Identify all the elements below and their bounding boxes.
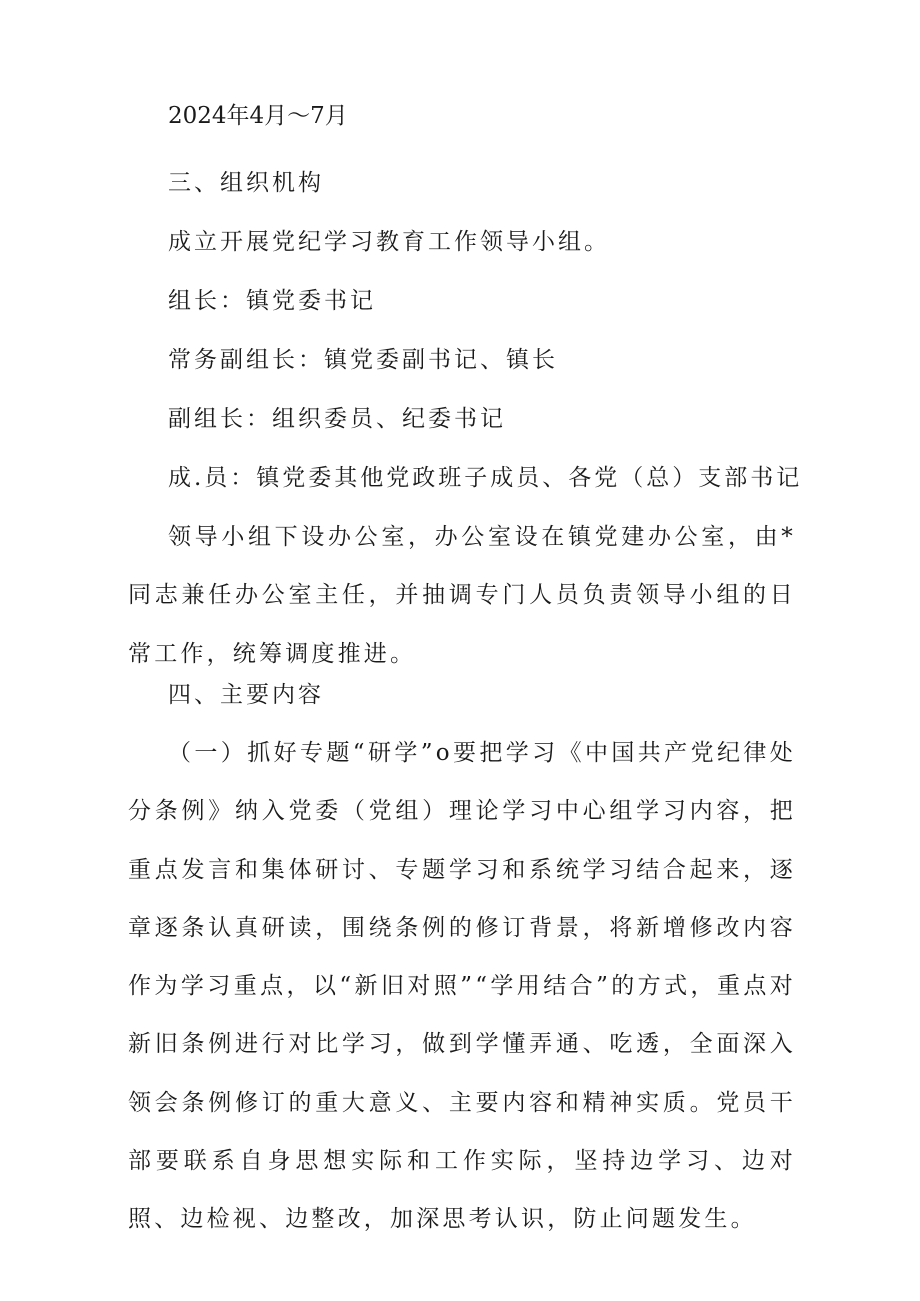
date-line: 2024年4月～7月 [168,103,348,129]
office-paragraph: 领导小组下设办公室，办公室设在镇党建办公室，由*同志兼任办公室主任，并抽调专门人员负责领导小组的日常工作，统筹调度推进。 [128,524,796,667]
section-four-heading: 四、主要内容 [168,682,324,708]
members-line: 成.员：镇党委其他党政班子成员、各党（总）支部书记 [168,465,803,491]
exec-deputy-line: 常务副组长：镇党委副书记、镇长 [168,347,558,373]
study-paragraph: （一）抓好专题“研学”o要把学习《中国共产党纪律处分条例》纳入党委（党组）理论学习中心组学习内容，把重点发言和集体研讨、专题学习和系统学习结合起来，逐章逐条认真研读，围绕条例的修订背景，将新增修改内容作为学习重点，以“新旧对照”“学用结合”的方式，重点对新旧条例进行对比学习，做到学懂弄通、吃透，全面深入领会条例修订的重大意义、主要内容和精神实质。党员干部要联系自身思想实际和工作实际，坚持边学习、边对照、边检视、边整改，加深思考认识，防止问题发生。 [128,740,796,1233]
intro-line: 成立开展党纪学习教育工作领导小组。 [168,229,610,255]
leader-line: 组长：镇党委书记 [168,288,376,314]
section-three-heading: 三、组织机构 [168,170,324,196]
deputy-line: 副组长：组织委员、纪委书记 [168,406,506,432]
